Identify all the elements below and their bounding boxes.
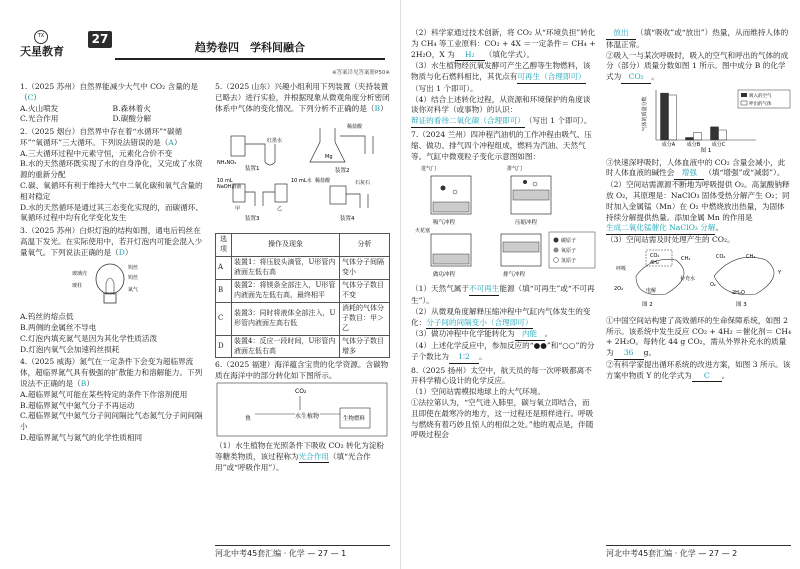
svg-text:4H₂: 4H₂ — [650, 259, 659, 266]
svg-text:CO₂: CO₂ — [716, 253, 726, 260]
svg-text:氧原子: 氧原子 — [561, 248, 577, 255]
question-5: 5.（2025 山东）兴趣小组利用下列装置（夹持装置已略去）进行实验，并根据现象从微观角度分析密闭体系中气体的变化情况。下列分析不正确的是（B） NH₄NO₃ 装置1 装置2 稀盐酸 Mg 红墨水 10 mL NaOH溶液 10 mL水 甲 乙 装置3 石灰石 稀盐酸 装置4 选项 操作及现象 分析 A 装置1：将压胶头滴管，U形管内液面左低右高 气体分子间隔变小 B 装置2：将镁条全部注入，U形管内液面先左低右高，最终相平 气体分子数目不变 C 装置3：同时将液体全部注入，U形管内液面左高右低 消耗的气体分子数目：甲＞乙 D 装置4：反应一段时间，U形管内液面左低右高 气体分子数目增多 — [215, 82, 390, 358]
question-4: 4.（2025 威海）氮气在一定条件下会变为超临界流体，超临界氮气具有极强的扩散能力和溶解能力。下列说法不正确的是（B） A.超临界氮气可能在某些特定的条件下作溶剂使用 B.超临界氮气中氮气分子不再运动 C.超临界氮气中氮气分子间间隔比气态氮气分子间间隔小 D.超临界氮气与氮气的化学性质相同 — [20, 357, 203, 442]
x-tick-label: 成分A — [661, 141, 676, 148]
question-1: 1.（2025 苏州）自然界能减少大气中 CO₂ 含量的是（C） A.火山喷发 B.森林着火 C.光合作用 D.碳酸分解 — [20, 82, 198, 124]
breath-gas-bar-chart — [606, 84, 791, 154]
answer-8-1a: 放出 — [606, 28, 636, 40]
svg-text:装置2: 装置2 — [335, 168, 350, 175]
right-column-1 — [411, 28, 596, 443]
svg-text:补充水: 补充水 — [680, 275, 696, 282]
bar-inhaled-2 — [711, 127, 719, 140]
svg-text:呼吸: 呼吸 — [616, 265, 627, 272]
x-tick-label: 成分B — [686, 141, 701, 148]
figure-2 — [614, 250, 695, 308]
bar-exhaled-1 — [694, 132, 702, 140]
answer-8-3a: 36 — [614, 348, 644, 360]
legend-exhaled: 呼出的气体 — [749, 101, 772, 107]
answer-4: B — [80, 378, 87, 388]
svg-text:钨丝: 钨丝 — [128, 274, 139, 281]
svg-text:NH₄NO₃: NH₄NO₃ — [217, 160, 237, 167]
svg-text:2O₂: 2O₂ — [614, 285, 624, 292]
answer-7-3: 内能 — [515, 329, 545, 341]
svg-text:装置1: 装置1 — [245, 166, 260, 173]
engine-cycle-figure — [411, 162, 596, 280]
svg-text:排气冲程: 排气冲程 — [503, 272, 526, 279]
svg-text:电解: 电解 — [646, 287, 657, 294]
footer-left: 河北中考45套汇编 · 化学 — 27 — 1 — [215, 545, 390, 559]
right-column-2 — [606, 28, 791, 382]
life-support-cycle-figure — [606, 246, 791, 312]
svg-text:装置4: 装置4 — [340, 216, 355, 223]
svg-text:装置3: 装置3 — [245, 216, 260, 223]
logo — [20, 30, 80, 60]
answer-6-2: H₂ — [455, 50, 485, 62]
question-6-continued: （2）科学家通过技术创新，将 CO₂ 从“环境负担”转化为 CH₄ 等工业原料：CO₂ + 4X ＝一定条件＝ CH₄ + 2H₂O，X 为 H₂ （填化学式）。 （3）水生植物经沉氧发酵可产生乙醇等生物燃料，该物质与化石燃料相比，其优点有可再生（合理即可）（写出 1 个即可）。 （4）结合上述转化过程，从资源和环境保护的角度谈谈你对科学（或事物）的认识：辩证的看待二氧化碳（合理即可）（写出 1 个即可）。 — [411, 28, 596, 128]
logo-seal: TX — [34, 30, 48, 44]
options-table: 选项 操作及现象 分析 A 装置1：将压胶头滴管，U形管内液面左低右高 气体分子间隔变小 B 装置2：将镁条全部注入，U形管内液面先左低右高，最终相平 气体分子数目不变 C 装置3：同时将液体全部注入，U形管内液面左高右低 消耗的气体分子数目：甲＞乙 D 装置4：反应一段时间，U形管内液面左低右高 气体分子数目增多 — [215, 233, 390, 358]
svg-text:碳原子: 碳原子 — [561, 238, 577, 245]
svg-text:进气门: 进气门 — [421, 166, 437, 173]
bar-inhaled-1 — [686, 137, 694, 140]
svg-text:氢原子: 氢原子 — [561, 258, 577, 265]
legend-inhaled: 吸入的空气 — [749, 93, 772, 99]
svg-text:生物燃料: 生物燃料 — [343, 416, 366, 422]
svg-text:Mg: Mg — [325, 154, 333, 161]
answer-8-1b: CO₂ — [621, 72, 651, 84]
svg-text:10 mL水: 10 mL水 — [291, 178, 312, 185]
svg-text:NaOH溶液: NaOH溶液 — [217, 184, 242, 191]
answer-5: B — [374, 103, 381, 113]
question-8: 8.（2025 扬州）太空中，航天员的每一次呼吸都离不开科学精心设计的化学反应。 （1）空间站需模拟地球上的大气环境。 ①法拉第认为，“空气进入肺里，碳与氧立即结合，而且即使在最寒冷的地方，这一过程还是照样进行。呼吸与燃烧有着巧妙且惊人的相似之处。”他的观点是，伴随呼吸过程会 — [411, 365, 594, 440]
svg-text:甲: 甲 — [235, 206, 241, 213]
answer-3: D — [118, 247, 125, 257]
svg-text:钨丝: 钨丝 — [128, 264, 139, 271]
logo-text: 天星教育 — [20, 45, 64, 58]
svg-text:图 2: 图 2 — [642, 301, 653, 308]
compression-stroke — [507, 165, 551, 226]
bar-exhaled-0 — [669, 95, 677, 140]
svg-text:玻璃壳: 玻璃壳 — [72, 270, 88, 277]
carbon-cycle-figure — [215, 382, 390, 437]
svg-text:CO₂: CO₂ — [650, 252, 660, 259]
svg-text:2H₂O: 2H₂O — [732, 289, 745, 296]
atom-legend — [549, 232, 595, 268]
svg-text:10 mL: 10 mL — [217, 178, 233, 185]
right-page — [400, 0, 800, 569]
svg-text:压缩冲程: 压缩冲程 — [515, 220, 538, 227]
svg-text:火花塞: 火花塞 — [415, 228, 431, 235]
bar-exhaled-2 — [719, 130, 727, 140]
light-bulb-figure — [20, 259, 200, 309]
power-stroke — [415, 227, 471, 278]
svg-text:石灰石: 石灰石 — [355, 180, 371, 187]
question-3: 3.（2025 苏州）白炽灯泡的结构如图，通电后钨丝在高温下发光。在实际使用中，若开灯泡内可能会混入少量氧气。下列说法正确的是（D） 钨丝 玻璃壳 钨丝 氮气 玻柱 A.钨丝的熔点低 B.两侧的金属丝不导电 C.灯泡内填充氮气是因为其化学性质活泼 D.灯泡内氧气会加速钨丝损耗 — [20, 226, 203, 354]
figure-3 — [710, 254, 782, 308]
svg-text:乙: 乙 — [277, 206, 283, 213]
svg-text:Y: Y — [778, 269, 782, 276]
table-row: D 装置4：反应一段时间，U形管内液面左低右高 气体分子数目增多 — [216, 335, 390, 358]
apparatus-figure — [215, 114, 390, 226]
table-row: A 装置1：将压胶头滴管，U形管内液面左低右高 气体分子间隔变小 — [216, 257, 390, 280]
question-2: 2.（2025 烟台）自然界中存在着“水循环”“碳循环”“氧循环”三大循环。下列说法错误的是（A） A.三大循环过程中元素守恒，元素化合价不变 B.水的天然循环既实现了水的自身净化，又完成了水资源的重新分配 C.碳、氧循环有利于维持大气中二氧化碳和氧气含量的相对稳定 D.水的天然循环是通过其三态变化实现的，而碳循环、氧循环过程中均有化学变化发生 — [20, 127, 203, 223]
answer-ref-note: ※答案详见答案册P50※ — [331, 70, 390, 76]
svg-text:稀盐酸: 稀盐酸 — [315, 178, 331, 185]
question-6: 6.（2025 福建）海洋蕴含宝贵的化学资源。含碳物质在海洋中的部分转化如下图所示。 CO₂ 鱼 水生植物 生物燃料 （1）水生植物在光照条件下吸收 CO₂ 转化为淀粉等糖类物质，该过程称为光合作用（填“光合作用”或“呼吸作用”）。 — [215, 360, 389, 473]
answer-8-1c: 增强 — [674, 168, 704, 180]
svg-text:CO₂: CO₂ — [295, 388, 307, 395]
svg-text:氮气: 氮气 — [128, 286, 139, 293]
table-row: C 装置3：同时将液体全部注入，U形管内液面左高右低 消耗的气体分子数目：甲＞乙 — [216, 302, 390, 335]
left-column-2 — [215, 82, 390, 476]
svg-text:玻柱: 玻柱 — [72, 282, 83, 289]
question-8-continued: 放出 （填“吸收”或“放出”）热量，从而维持人体的体温正常。 ②吸入一与某次呼吸时，吸入的空气和呼出的气体的成分（部分）质量分数如图 1 所示。图中成分 B 的化学式为 CO₂ 。 气体的质量分数 成分A 成分B 成分C 图 1 吸入的空气 呼出的气体 ③快速深呼吸时，人体血液中的 CO₂ 含量会减小，此时人体血液的碱性会 增强 （填“增强”或“减弱”）。 （2）空间站需源源不断地为呼吸提供 O₂。高氯酸钠释放 O₂，其原理是：NaClO₃ 固体受热分解产生 O₂；同时加入金属锰（Mn）在 O₂ 中燃烧放出热量，为固体持续分解提供热量。添加金属 Mn 的作用是生成二氧化锰催化 NaClO₃ 分解。 （3）空间站需及时处理产生的 CO₂。 CO₂ 4H₂ 呼吸 电解 2O₂ 补充水 CH₄ 图 2 CO₂ CH₄ Y 2H₂O O₂ 图 3 ①中国空间站构建了高效循环的生命保障系统，如图 2 所示。该系统中发生反应 CO₂ + 4H₂ ＝催化剂＝ CH₄ + 2H₂O。每转化 44 g CO₂，需从外界补充水的质量为 36 g。 ②有科学家提出循环系统的改进方案，如图 3 所示。该方案中物质 Y 的化学式为 C 。 — [606, 28, 791, 382]
svg-text:排气门: 排气门 — [507, 166, 523, 173]
legend-swatch-exhaled — [741, 101, 747, 105]
svg-text:水生植物: 水生植物 — [295, 413, 320, 420]
answer-7-2: 分子间的间隔变小（合理即可） — [426, 318, 532, 330]
svg-text:O₂: O₂ — [710, 281, 716, 288]
figure-1-label: 图 1 — [700, 147, 712, 154]
table-row: B 装置2：将镁条全部注入，U形管内液面先左低右高，最终相平 气体分子数目不变 — [216, 279, 390, 302]
svg-text:CH₄: CH₄ — [746, 253, 756, 260]
legend-swatch-inhaled — [741, 93, 747, 97]
svg-text:图 3: 图 3 — [736, 301, 747, 308]
svg-text:做功冲程: 做功冲程 — [433, 272, 456, 279]
intake-stroke — [421, 165, 471, 226]
answer-6-3: 可再生（合理即可） — [517, 72, 585, 84]
answer-8-3b: C — [692, 371, 722, 383]
answer-8-2: 生成二氧化锰催化 NaClO₃ 分解 — [606, 223, 715, 235]
answer-1: C — [27, 92, 34, 102]
page-title: 趋势卷四 学科间融合 — [115, 40, 385, 60]
svg-text:鱼: 鱼 — [245, 415, 252, 422]
svg-text:红墨水: 红墨水 — [267, 138, 283, 145]
answer-7-1: 不可再生 — [469, 284, 499, 296]
answer-7-4: 1∶2 — [449, 352, 479, 364]
footer-right: 河北中考45套汇编 · 化学 — 27 — 2 — [606, 545, 791, 559]
bar-inhaled-0 — [661, 93, 669, 140]
svg-text:CH₄: CH₄ — [681, 255, 691, 262]
question-7: 7.（2024 兰州）四冲程汽油机的工作冲程由吸气、压缩、做功、排气四个冲程组成，燃料为汽油、天然气等。气缸中微观粒子变化示意图如图： 进气门 吸气冲程 排气门 压缩冲程 火花塞 做功冲程 排气冲程 碳原子 氧原子 氢原子 （1）天然气属于不可再生能源（填“可再生”或“不可再生”）。 （2）从微观角度解释压缩冲程中气缸内气体发生的变化：分子间的间隔变小（合理即可） （3）做功冲程中化学能转化为 内能 。 （4）上述化学反应中，参加反应的“●●”和“○○”的分子个数比为 1∶2 。 — [411, 130, 596, 364]
answer-6-1: 光合作用 — [299, 452, 329, 464]
svg-text:稀盐酸: 稀盐酸 — [347, 124, 363, 131]
answer-6-4: 辩证的看待二氧化碳（合理即可） — [411, 116, 525, 128]
left-column-1 — [20, 82, 205, 446]
x-tick-label: 成分C — [711, 141, 726, 148]
svg-text:吸气冲程: 吸气冲程 — [433, 220, 456, 227]
test-number-badge: 27 — [88, 31, 112, 48]
answer-2: A — [168, 137, 174, 147]
exhaust-stroke — [501, 234, 541, 278]
y-axis-label: 气体的质量分数 — [642, 96, 648, 132]
